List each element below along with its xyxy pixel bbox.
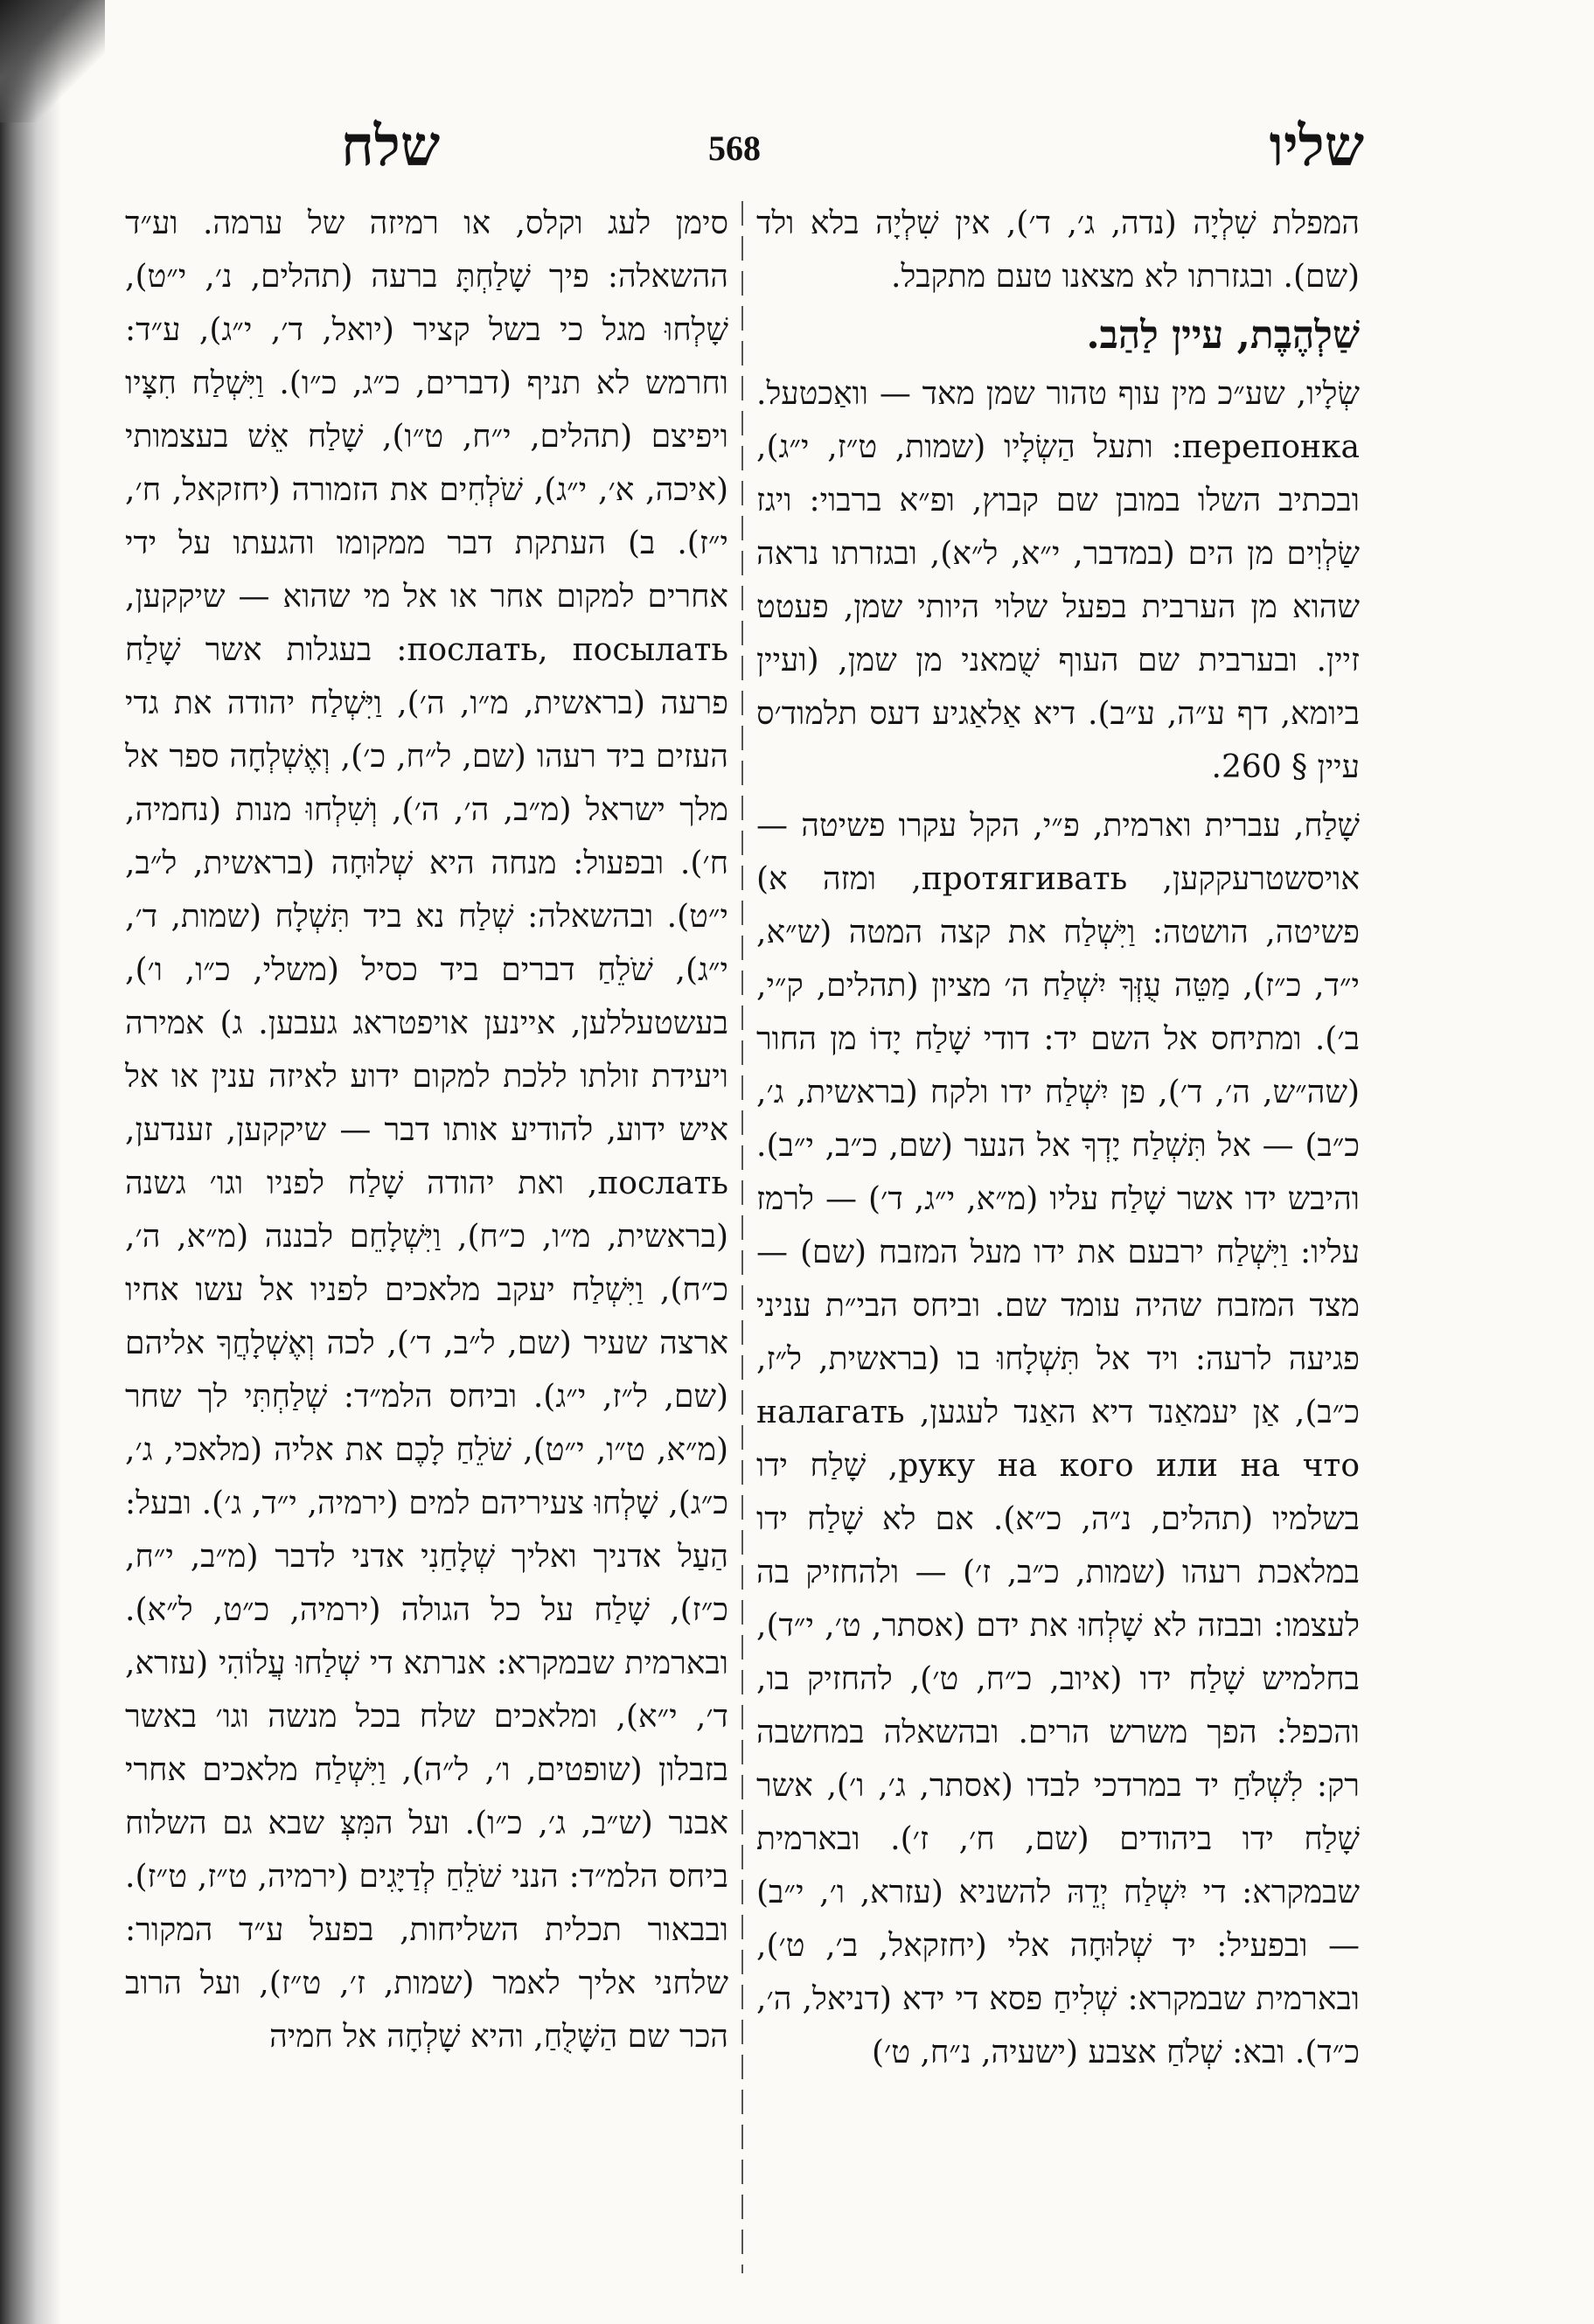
right-column	[756, 197, 1360, 2286]
left-column	[125, 197, 728, 2286]
right-header-word: שליו	[1269, 114, 1364, 179]
scan-corner-shadow	[0, 0, 105, 122]
column-divider	[741, 201, 743, 2273]
page-number: 568	[708, 129, 761, 168]
right-paragraph: המפלת שִׁלְיָה (נדה, ג׳, ד׳), אין שִׁלְיָה בלא ולד (שם). ובגזרתו לא מצאנו טעם מתקבל.	[756, 205, 1360, 295]
right-paragraph: שְׂלָיו, שע״כ מין עוף טהור שמן מאד — וואַכטעל. перепонка: ותעל הַשְׂלָיו (שמות, ט״ז, י״ג), ובכתיב השלו במובן שם קבוץ, ופ״א ברבוי: ויגז שַׂלְוִים מן הים (במדבר, י״א, ל״א), ובגזרתו נראה שהוא מן הערבית בפעל שלוי היותי שמן, פעטט זיין. ובערבית שם העוף שֻׁמאני מן שמן, (ועיין ביומא, דף ע״ה, ע״ב). דיא אַלאַגיע דעס תלמוד׳ס עיין § 260.	[756, 376, 1360, 785]
right-paragraph: שַׁלְהֶבֶת, עיין לַהַב.	[1086, 313, 1360, 358]
left-paragraph: סימן לעג וקלס, או רמיזה של ערמה. וע״ד ההשאלה: פיך שָׁלַחְתָּ ברעה (תהלים, נ׳, י״ט), שָׁלְחוּ מגל כי בשל קציר (יואל, ד׳, י״ג), ע״ד: וחרמש לא תניף (דברים, כ״ג, כ״ו). וַיִּשְׁלַח חִצָּיו ויפיצם (תהלים, י״ח, ט״ו), שָׁלַח אֵשׁ בעצמותי (איכה, א׳, י״ג), שֹׁלְחִים את הזמורה (יחזקאל, ח׳, י״ז). ב) העתקת דבר ממקומו והגעתו על ידי אחרים למקום אחר או אל מי שהוא — שיקקען, послать, посылать: בעגלות אשר שָׁלַח פרעה (בראשית, מ״ו, ה׳), וַיִּשְׁלַח יהודה את גדי העזים ביד רעהו (שם, ל״ח, כ׳), וְאֶשְׁלְחָה ספר אל מלך ישראל (מ״ב, ה׳, ה׳), וְשִׁלְחוּ מנות (נחמיה, ח׳). ובפעול: מנחה היא שְׁלוּחָה (בראשית, ל״ב, י״ט). ובהשאלה: שְׁלַח נא ביד תִּשְׁלָח (שמות, ד׳, י״ג), שֹׁלֵחַ דברים ביד כסיל (משלי, כ״ו, ו׳), בעשטעללען, איינען אויפטראג געבען. ג) אמירה ויעידת זולתו ללכת למקום ידוע לאיזה ענין או אל איש ידוע, להודיע אותו דבר — שיקקען, זענדען, послать, ואת יהודה שָׁלַח לפניו וגו׳ גשנה (בראשית, מ״ו, כ״ח), וַיִּשְׁלָחֵם לבננה (מ״א, ה׳, כ״ח), וַיִּשְׁלַח יעקב מלאכים לפניו אל עשו אחיו ארצה שעיר (שם, ל״ב, ד׳), לכה וְאֶשְׁלָחֲךָ אליהם (שם, ל״ז, י״ג). וביחס הלמ״ד: שְׁלַחְתִּי לך שחר (מ״א, ט״ו, י״ט), שֹׁלֵחַ לָכֶם את אליה (מלאכי, ג׳, כ״ג), שָׁלְחוּ צעיריהם למים (ירמיה, י״ד, ג׳). ובעל: הַעַל אדניך ואליך שְׁלָחַנִי אדני לדבר (מ״ב, י״ח, כ״ז), שָׁלַח על כל הגולה (ירמיה, כ״ט, ל״א). ובארמית שבמקרא: אנרתא די שְׁלַחוּ עֲלוֹהִי (עזרא, ד׳, י״א), ומלאכים שלח בכל מנשה וגו׳ באשר בזבלון (שופטים, ו׳, ל״ה), וַיִּשְׁלַח מלאכים אחרי אבנר (ש״ב, ג׳, כ״ו). ועל המִּצְּ שבא גם השלוח ביחס הלמ״ד: הנני שֹׁלֵחַ לְדַיָּגִים (ירמיה, ט״ז, ט״ז). ובבאור תכלית השליחות, בפעל ע״ד המקור: שלחני אליך לאמר (שמות, ז׳, ט״ז), ועל הרוב הכר שם הַשָּׁלֻחַ, והיא שָׁלְחָה אל חמיה	[125, 205, 728, 2055]
right-paragraph: שָׁלַח, עברית וארמית, פ״י, הקל עקרו פשיטה — אויסשטרעקקען, протягивать, ומזה א) פשיטה, הושטה: וַיִּשְׁלַח את קצה המטה (ש״א, י״ד, כ״ז), מַטֵּה עֻזְּךָ יִשְׁלַח ה׳ מציון (תהלים, ק״י, ב׳). ומתיחס אל השם יד: דודי שָׁלַח יָדוֹ מן החור (שה״ש, ה׳, ד׳), פן יִשְׁלַח ידו ולקח (בראשית, ג׳, כ״ב) — אל תִּשְׁלַח יָדְךָ אל הנער (שם, כ״ב, י״ב). והיבש ידו אשר שָׁלַח עליו (מ״א, י״ג, ד׳) — לרמז עליו: וַיִּשְׁלַח ירבעם את ידו מעל המזבח (שם) — מצד המזבח שהיה עומד שם. וביחס הבי״ת עניני פגיעה לרעה: ויד אל תִּשְׁלָחוּ בו (בראשית, ל״ז, כ״ב), אַן יעמאַנד דיא האַנד לעגען, налагать руку на кого или на что, שָׁלַח ידו בשלמיו (תהלים, נ״ה, כ״א). אם לא שָׁלַח ידו במלאכת רעהו (שמות, כ״ב, ז׳) — ולהחזיק בה לעצמו: ובבזה לא שָׁלְחוּ את ידם (אסתר, ט׳, י״ד), בחלמיש שָׁלַח ידו (איוב, כ״ח, ט׳), להחזיק בו, והכפל: הפך משרש הרים. ובהשאלה במחשבה רק: לִשְׁלֹחַ יד במרדכי לבדו (אסתר, ג׳, ו׳), אשר שָׁלַח ידו ביהודים (שם, ח׳, ז׳). ובארמית שבמקרא: די יִשְׁלַח יְדֵהּ להשניא (עזרא, ו׳, י״ב) — ובפעיל: יד שְׁלוּחָה אלי (יחזקאל, ב׳, ט׳), ובארמית שבמקרא: שְׁלִיחַ פסא די ידא (דניאל, ה׳, כ״ד). ובא: שְׁלֹחַ אצבע (ישעיה, נ״ח, ט׳)	[756, 808, 1360, 2070]
left-header-word: שלח	[341, 114, 441, 179]
scan-edge-shadow	[0, 0, 61, 2324]
page-header	[131, 114, 1495, 192]
